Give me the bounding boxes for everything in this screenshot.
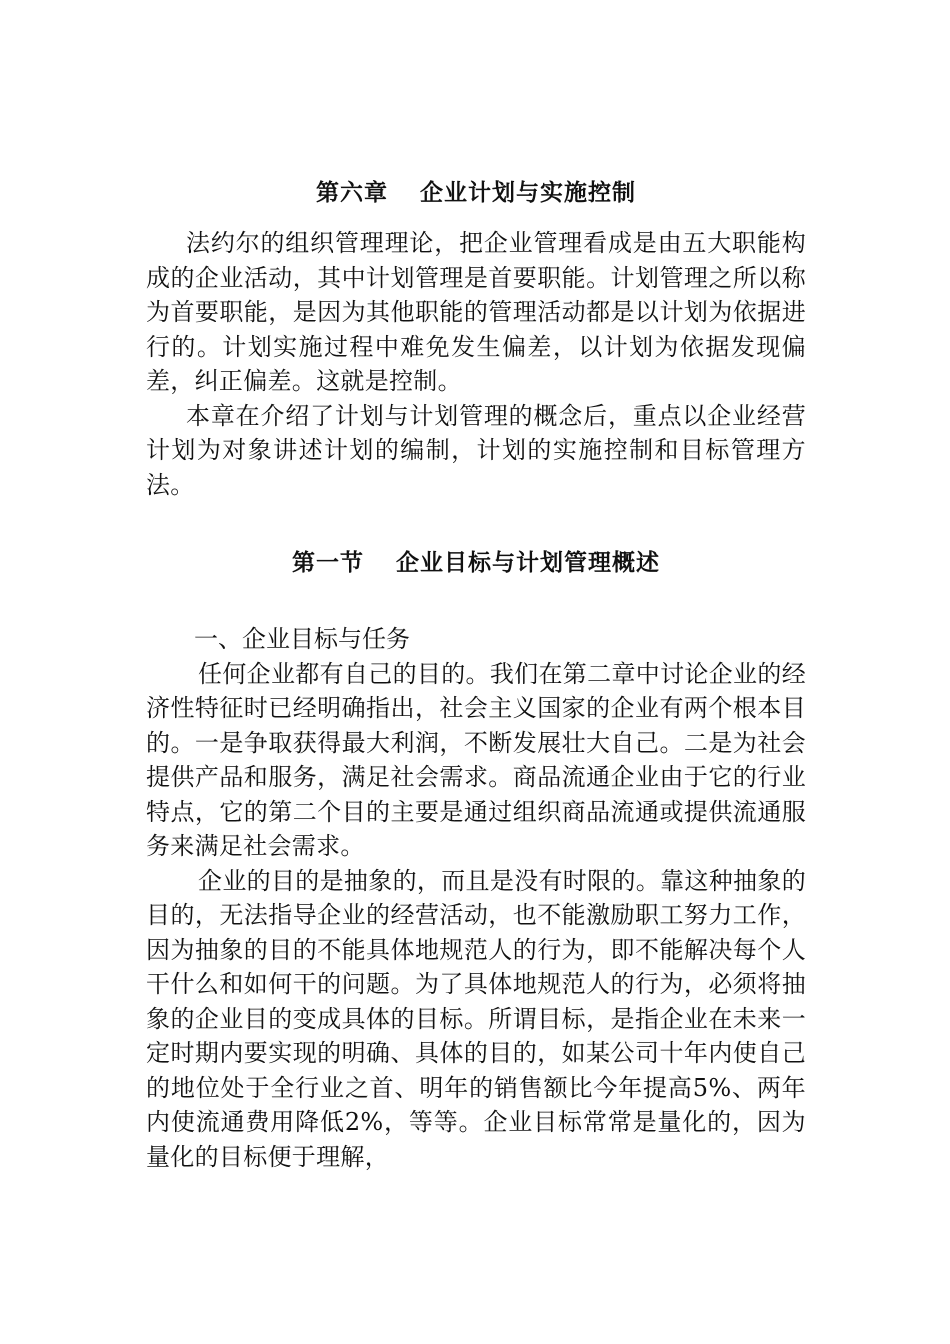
body-paragraph-1: 任何企业都有自己的目的。我们在第二章中讨论企业的经济性特征时已经明确指出，社会主义国家的企业有两个根本目的。一是争取获得最大利润，不断发展壮大自己。二是为社会提供产品和服务，满足社会需求。商品流通企业由于它的行业特点，它的第二个目的主要是通过组织商品流通或提供流通服务来满足社会需求。 bbox=[146, 659, 806, 860]
section-name: 企业目标与计划管理概述 bbox=[396, 549, 660, 576]
intro-paragraph-1: 法约尔的组织管理理论，把企业管理看成是由五大职能构成的企业活动，其中计划管理是首要职能。计划管理之所以称为首要职能，是因为其他职能的管理活动都是以计划为依据进行的。计划实施过程中难免发生偏差，以计划为依据发现偏差，纠正偏差。这就是控制。 bbox=[146, 229, 806, 395]
section-title bbox=[146, 540, 806, 586]
chapter-title bbox=[146, 170, 806, 216]
intro-paragraph-2: 本章在介绍了计划与计划管理的概念后，重点以企业经营计划为对象讲述计划的编制，计划的实施控制和目标管理方法。 bbox=[146, 401, 806, 499]
section-number: 第一节 bbox=[292, 549, 364, 576]
document-page bbox=[146, 170, 806, 1174]
chapter-name: 企业计划与实施控制 bbox=[420, 179, 636, 206]
subsection-heading: 一、企业目标与任务 bbox=[194, 625, 410, 653]
chapter-number: 第六章 bbox=[316, 179, 388, 206]
body-paragraph-2: 企业的目的是抽象的，而且是没有时限的。靠这种抽象的目的，无法指导企业的经营活动，也不能激励职工努力工作，因为抽象的目的不能具体地规范人的行为，即不能解决每个人干什么和如何干的问题。为了具体地规范人的行为，必须将抽象的企业目的变成具体的目标。所谓目标，是指企业在未来一定时期内要实现的明确、具体的目的，如某公司十年内使自己的地位处于全行业之首、明年的销售额比今年提高5%、两年内使流通费用降低2%，等等。企业目标常常是量化的，因为量化的目标便于理解， bbox=[146, 866, 806, 1171]
